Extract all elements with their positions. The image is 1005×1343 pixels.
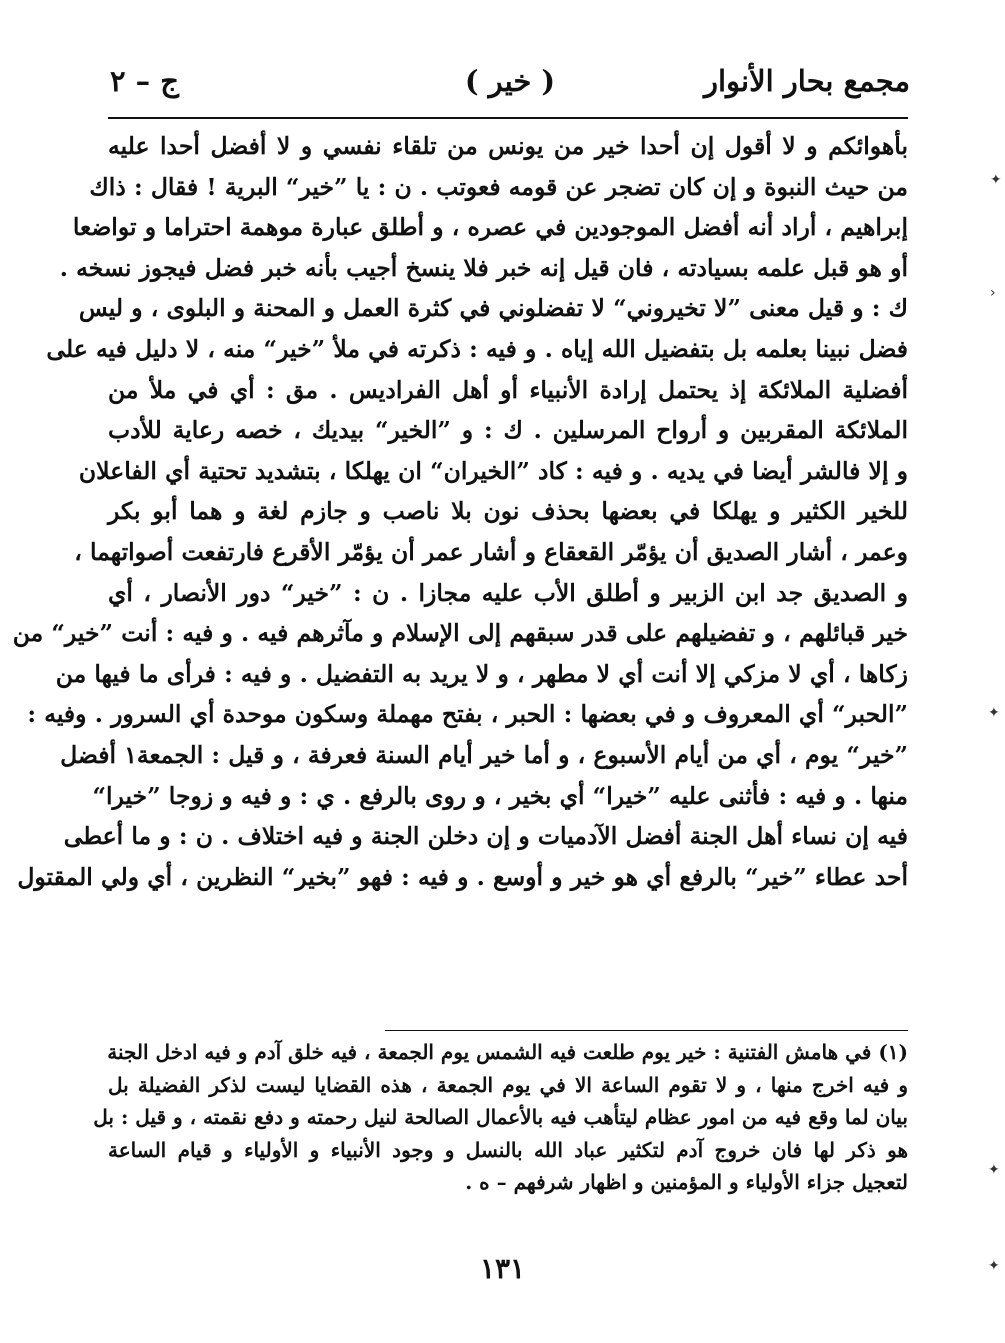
footnote-line: و فيه اخرج منها ، و لا تقوم الساعة الا في يوم الجمعة ، هذه القضايا ليست لذكر الفضيلة بل [108, 1072, 908, 1097]
footnote [93, 1036, 908, 1199]
text-line: منها . و فيه : فأثنى عليه ”خيرا“ أي بخير ، و روى بالرفع . ي : و فيه و زوجا ”خيرا“ [92, 781, 908, 810]
margin-mark-icon: ✦ [988, 1258, 1000, 1274]
footnote-line: هو ذكر لها فان خروج آدم لتكثير عباد الله بالنسل و وجود الأنبياء و الأولياء و قيام الساعة [108, 1137, 908, 1162]
text-line: بأهوائكم و لا أقول إن أحدا خير من يونس من تلقاء نفسي و لا أفضل أحدا عليه [108, 132, 908, 160]
margin-mark-icon: › [990, 285, 996, 301]
text-line: ”خير“ يوم ، أي من أيام الأسبوع ، و أما خير أيام السنة فعرفة ، و قيل : الجمعة١ أفضل [60, 740, 908, 769]
text-line: زكاها ، أي لا مزكي إلا أنت أي لا مطهر ، و لا يريد به التفضيل . و فيه : فرأى ما فيها من [55, 659, 908, 688]
text-line: للخير الكثير و يهلكا في بعضها بحذف نون بلا ناصب و جازم لغة و هما أبو بكر [108, 497, 908, 526]
margin-mark-icon: ✦ [988, 705, 1000, 721]
text-line: خير قبائلهم ، و تفضيلهم على قدر سبقهم إلى الإسلام و مآثرهم فيه . و فيه : أنت ”خير“ من [12, 619, 908, 648]
text-line: أفضلية الملائكة إذ يحتمل إرادة الأنبياء أو أهل الفراديس . مق : أي في ملأ من [108, 375, 908, 404]
running-header [110, 60, 910, 104]
margin-mark-icon: ✦ [990, 172, 1002, 188]
entry-word: ( خير ) [464, 64, 556, 98]
main-text [12, 126, 908, 897]
text-line: وعمر ، أشار الصديق أن يؤمّر القعقاع و أشار عمر أن يؤمّر الأقرع فارتفعت أصواتهما ، [74, 537, 908, 566]
text-line: فضل نبينا بعلمه بل بتفضيل الله إياه . و فيه : ذكرته في ملأ ”خير“ منه ، لا دليل فيه على [46, 334, 908, 363]
footnote-line: لتعجيل جزاء الأولياء و المؤمنين و اظهار شرفهم – ه . [465, 1170, 908, 1194]
footnote-line: بيان لما وقع فيه من امور عظام ليتأهب فيه بالأعمال الصالحة لنيل رحمته و دفع نقمته ، و قيل : بل [93, 1105, 908, 1129]
text-line: أحد عطاء ”خير“ بالرفع أي هو خير و أوسع . و فيه : فهو ”بخير“ النظرين ، أي ولي المقتول [17, 862, 908, 891]
text-line: ”الحبر“ أي المعروف و في بعضها : الحبر ، بفتح مهملة وسكون موحدة أي السرور . وفيه : [27, 700, 908, 729]
text-line: و إلا فالشر أيضا في يديه . و فيه : كاد ”الخيران“ ان يهلكا ، بتشديد تحتية أي الفاعلان [78, 456, 908, 485]
volume-label: ج – ٢ [110, 64, 179, 98]
page-number: ١٣١ [479, 1252, 526, 1285]
text-line: فيه إن نساء أهل الجنة أفضل الآدميات و إن دخلن الجنة و فيه اختلاف . ن : و ما أعطى [63, 822, 908, 851]
text-line: من حيث النبوة و إن كان تضجر عن قومه فعوتب . ن : يا ”خير“ البرية ! فقال : ذاك [89, 172, 908, 201]
book-title: مجمع بحار الأنوار [704, 64, 910, 98]
text-line: ك : و قيل معنى ”لا تخيروني“ لا تفضلوني في كثرة العمل و المحنة و البلوى ، و ليس [78, 294, 908, 323]
footnote-line: (١) في هامش الفتنية : خير يوم طلعت فيه الشمس يوم الجمعة ، فيه خلق آدم و فيه ادخل الجنة [107, 1040, 908, 1064]
header-rule [108, 117, 908, 119]
text-line: إبراهيم ، أراد أنه أفضل الموجودين في عصره ، و أطلق عبارة موهمة احتراما و تواضعا [72, 213, 908, 242]
text-line: الملائكة المقربين و أرواح المرسلين . ك : و ”الخير“ بيديك ، خصه رعاية للأدب [108, 416, 908, 445]
text-line: أو هو قبل علمه بسيادته ، فان قيل إنه خبر فلا ينسخ أجيب بأنه خبر فضل فيجوز نسخه . [59, 253, 908, 282]
footnote-rule [385, 1030, 908, 1031]
text-line: و الصديق جد ابن الزبير و أطلق الأب عليه مجازا . ن : ”خير“ دور الأنصار ، أي [108, 578, 908, 607]
margin-mark-icon: ✦ [988, 1162, 1000, 1178]
